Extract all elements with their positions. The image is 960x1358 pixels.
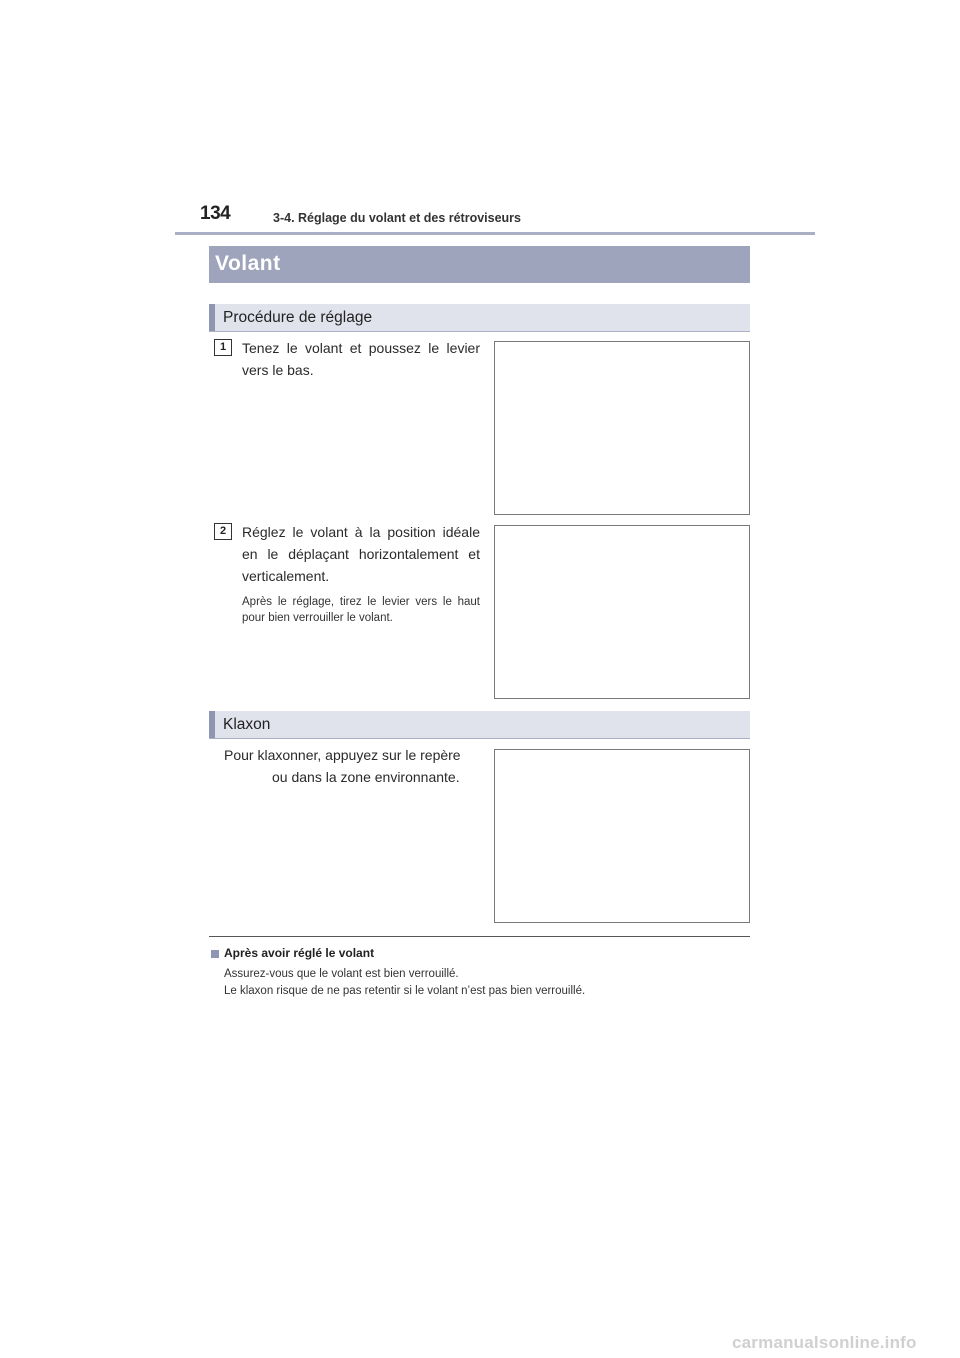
after-adjust-line1: Assurez-vous que le volant est bien verrouillé. (224, 968, 459, 980)
horn-heading: Klaxon (223, 716, 271, 733)
step-2-note: Après le réglage, tirez le levier vers le haut pour bien verrouiller le volant. (242, 596, 480, 624)
steering-lever-figure (494, 341, 750, 515)
horn-text-line2: ou dans la zone environnante. (272, 769, 460, 785)
heading-accent (209, 711, 215, 738)
page-title: Volant (215, 252, 281, 275)
header-rule (175, 232, 815, 235)
watermark: carmanualsonline.info (732, 1333, 917, 1352)
bullet-square-icon (211, 950, 219, 958)
step-badge-1: 1 (214, 339, 232, 356)
procedure-heading: Procédure de réglage (223, 309, 373, 326)
horn-figure (494, 749, 750, 923)
bottom-rule (209, 936, 750, 937)
step-1-text: Tenez le volant et poussez le levier vers le bas. (242, 340, 480, 378)
heading-accent (209, 304, 215, 331)
section-path: 3-4. Réglage du volant et des rétroviseurs (273, 211, 521, 225)
after-adjust-line2: Le klaxon risque de ne pas retentir si le volant n’est pas bien verrouillé. (224, 985, 586, 997)
step-badge-2: 2 (214, 523, 232, 540)
step-2-text: Réglez le volant à la position idéale en le déplaçant horizontalement et verticalement. (242, 524, 480, 584)
page-number: 134 (200, 203, 231, 224)
horn-heading-bar (209, 711, 750, 739)
title-bar (209, 246, 750, 283)
horn-text-line1: Pour klaxonner, appuyez sur le repère (224, 747, 461, 763)
steering-adjust-figure (494, 525, 750, 699)
procedure-heading-bar (209, 304, 750, 332)
after-adjust-title: Après avoir réglé le volant (224, 946, 375, 960)
